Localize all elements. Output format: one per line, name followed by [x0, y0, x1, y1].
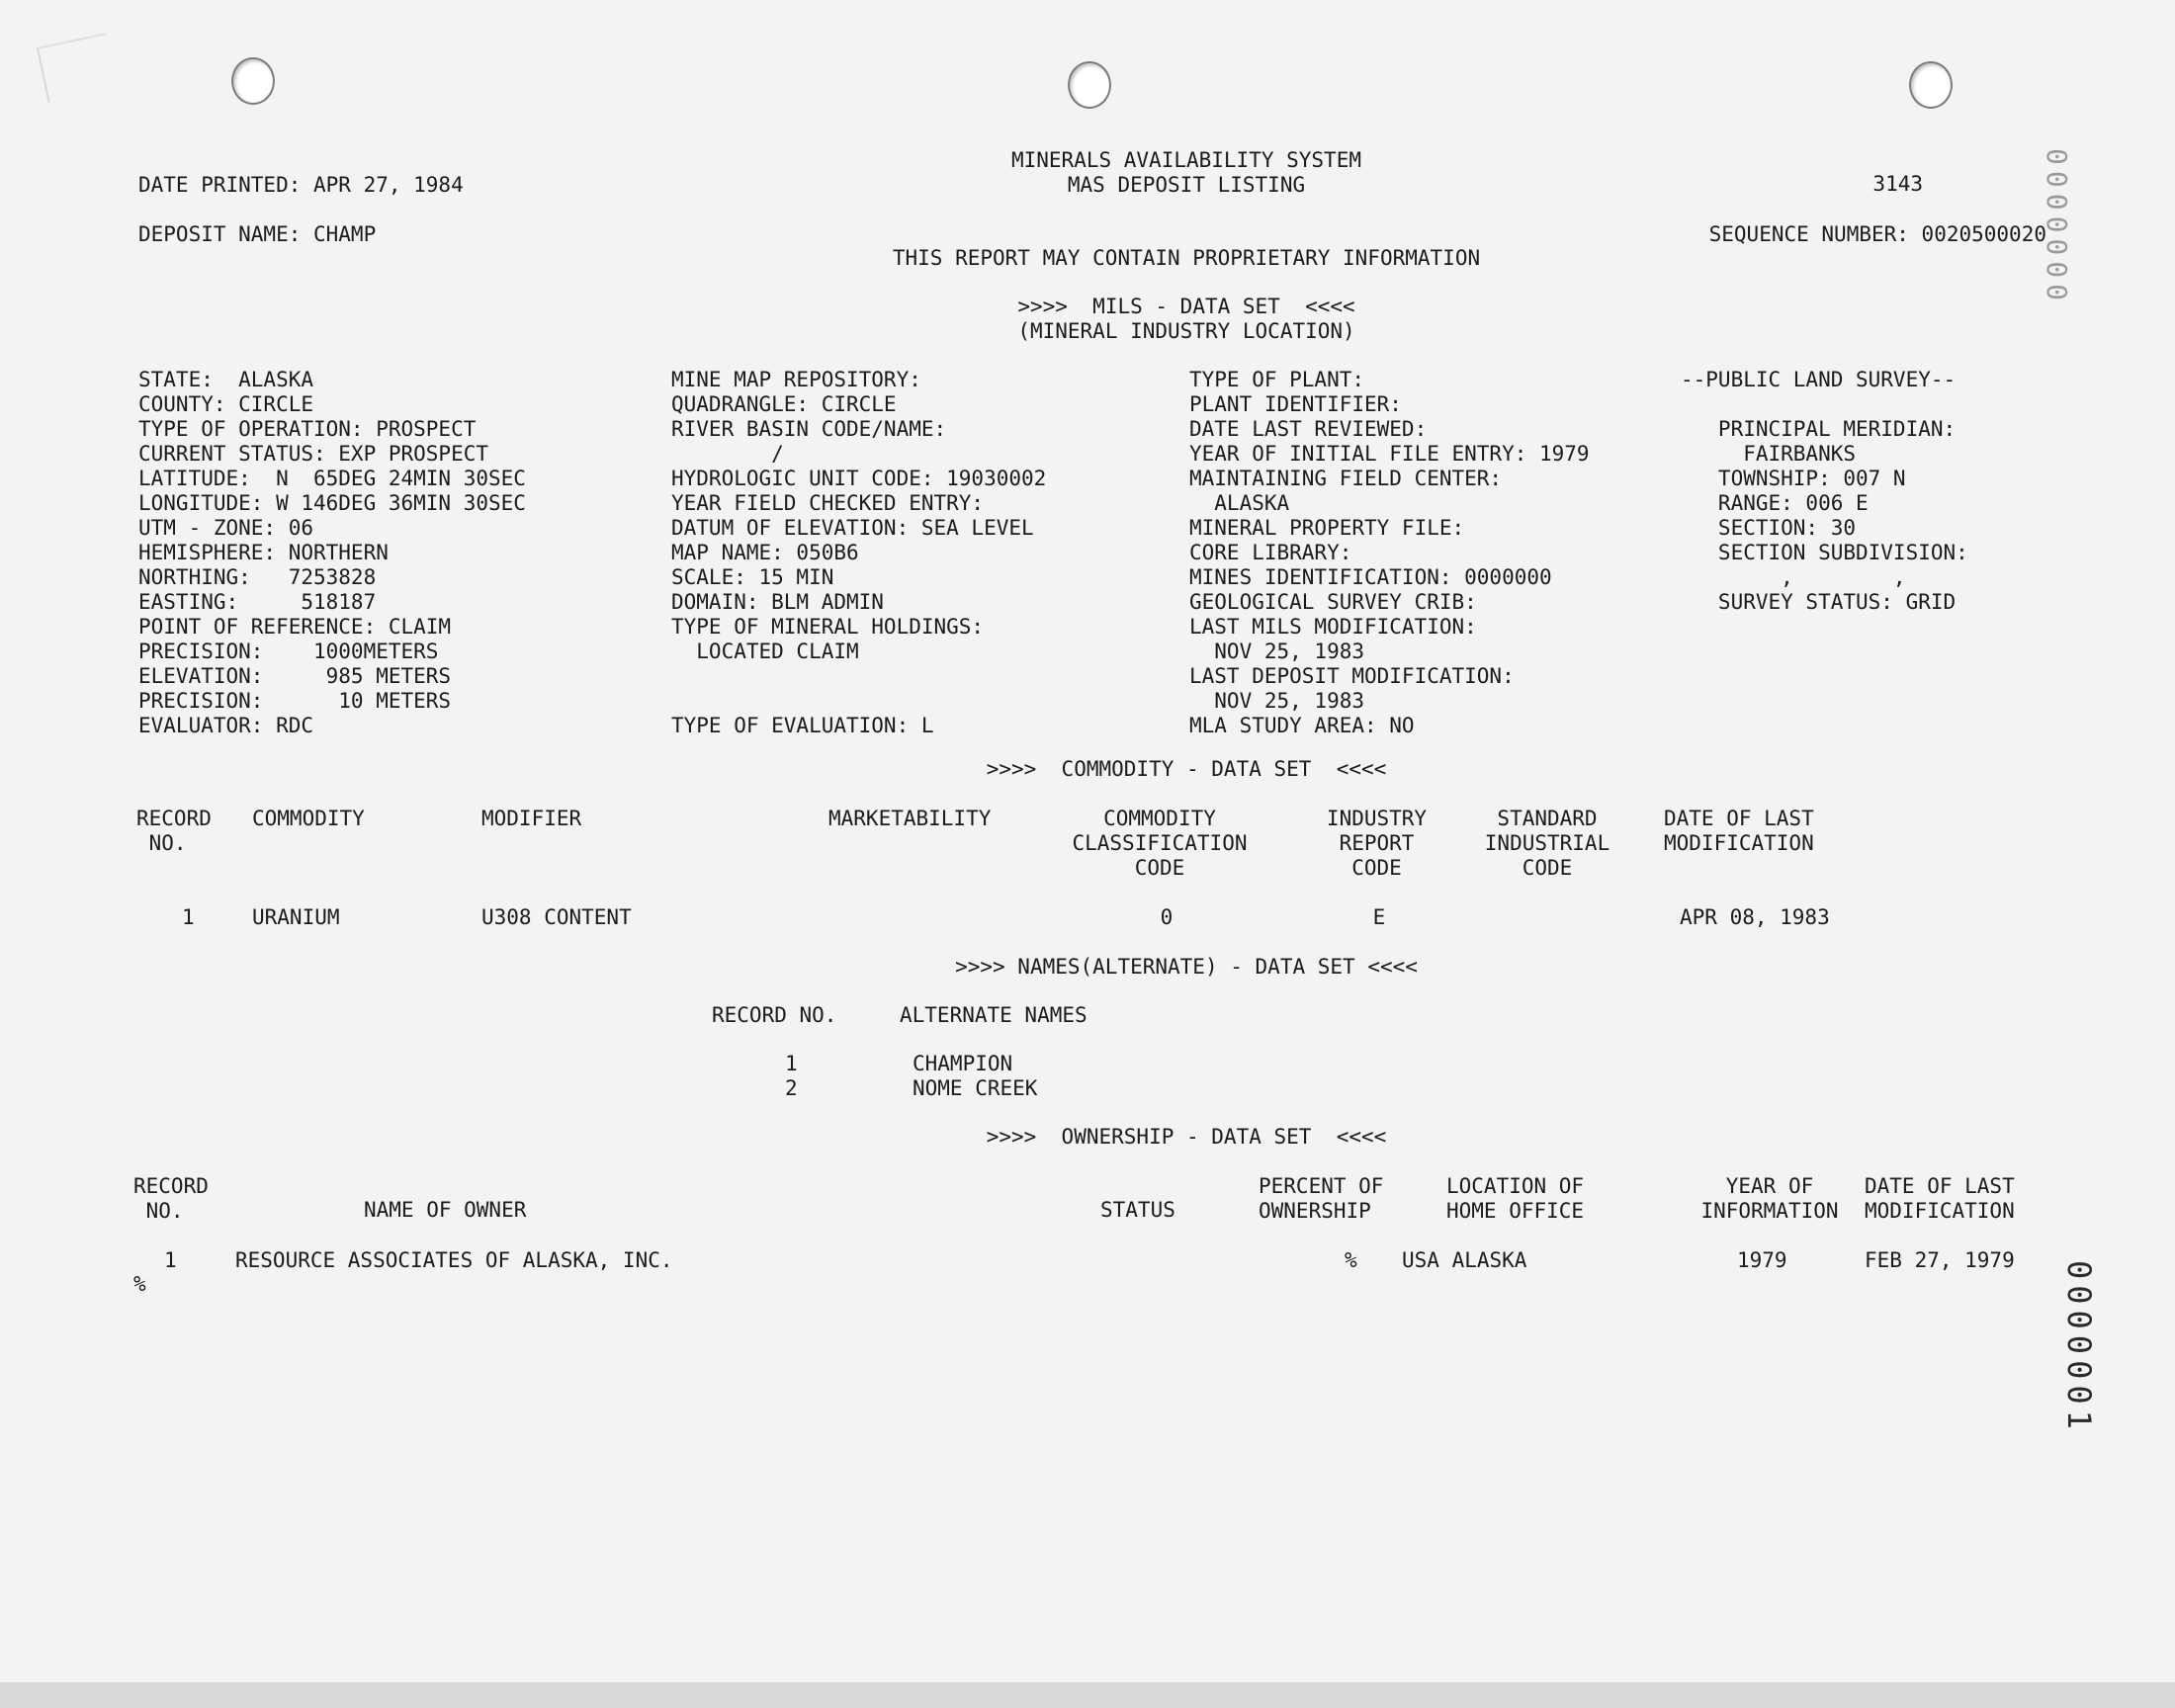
- ownership-footnote: %: [133, 1272, 146, 1296]
- punch-hole-center: [1068, 61, 1111, 109]
- owner-home-office: USA ALASKA: [1402, 1248, 1527, 1272]
- mils-field-line: /: [671, 442, 784, 466]
- alternate-name-record: 2: [785, 1076, 798, 1100]
- mils-field-line: SURVEY STATUS: GRID: [1681, 590, 1957, 614]
- mils-field-line: UTM - ZONE: 06: [138, 516, 314, 540]
- mils-field-line: SECTION SUBDIVISION:: [1681, 541, 1968, 564]
- mils-field-line: ELEVATION: 985 METERS: [138, 664, 452, 688]
- mils-field-line: GEOLOGICAL SURVEY CRIB:: [1189, 590, 1477, 614]
- mils-field-line: HYDROLOGIC UNIT CODE: 19030002: [671, 467, 1047, 490]
- mils-field-line: FAIRBANKS: [1681, 442, 1857, 466]
- alternate-name: CHAMPION: [913, 1052, 1013, 1075]
- mils-field-line: [1681, 392, 1968, 417]
- names-header-record: RECORD NO.: [712, 1003, 837, 1027]
- ownership-header-status: STATUS: [1100, 1198, 1175, 1222]
- mils-field-line: PRINCIPAL MERIDIAN:: [1681, 417, 1957, 441]
- mils-field-line: [671, 664, 1046, 689]
- mils-field-line: LAST MILS MODIFICATION:: [1189, 615, 1477, 639]
- ownership-header-location: LOCATION OF HOME OFFICE: [1446, 1174, 1585, 1223]
- mils-field-line: RANGE: 006 E: [1681, 491, 1869, 515]
- mils-field-line: YEAR OF INITIAL FILE ENTRY: 1979: [1189, 442, 1590, 466]
- mils-field-line: , ,: [1681, 565, 1906, 589]
- commodity-date-modified: APR 08, 1983: [1680, 905, 1830, 929]
- commodity-name: URANIUM: [252, 905, 340, 929]
- mils-field-line: LAST DEPOSIT MODIFICATION:: [1189, 664, 1515, 688]
- mils-field-line: TOWNSHIP: 007 N: [1681, 467, 1906, 490]
- mils-field-line: RIVER BASIN CODE/NAME:: [671, 417, 947, 441]
- mils-field-line: MAINTAINING FIELD CENTER:: [1189, 467, 1503, 490]
- mils-field-line: EASTING: 518187: [138, 590, 377, 614]
- ownership-header-percent: PERCENT OF OWNERSHIP: [1259, 1174, 1384, 1223]
- mils-field-line: NORTHING: 7253828: [138, 565, 377, 589]
- ownership-header-date: DATE OF LAST MODIFICATION: [1865, 1174, 2015, 1223]
- commodity-header-record: RECORD NO.: [136, 807, 212, 855]
- mils-section-subtitle: (MINERAL INDUSTRY LOCATION): [1017, 319, 1355, 343]
- ownership-header-owner: NAME OF OWNER: [364, 1198, 527, 1222]
- margin-stamp-bottom: 0000001: [2060, 1260, 2098, 1435]
- mils-field-line: TYPE OF EVALUATION: L: [671, 714, 934, 737]
- commodity-header-date: DATE OF LAST MODIFICATION: [1664, 807, 1814, 855]
- mils-field-line: TYPE OF OPERATION: PROSPECT: [138, 417, 477, 441]
- proprietary-notice: THIS REPORT MAY CONTAIN PROPRIETARY INFORMATION: [892, 246, 1481, 270]
- mils-field-line: NOV 25, 1983: [1189, 640, 1365, 663]
- mils-field-line: QUADRANGLE: CIRCLE: [671, 392, 897, 416]
- ownership-header-year: YEAR OF INFORMATION: [1700, 1174, 1839, 1223]
- ownership-header-record: RECORD NO.: [133, 1174, 209, 1223]
- commodity-classification-code: 0: [1160, 905, 1174, 929]
- commodity-header-industry: INDUSTRY REPORT CODE: [1326, 807, 1428, 880]
- mils-field-line: CURRENT STATUS: EXP PROSPECT: [138, 442, 489, 466]
- mils-field-line: YEAR FIELD CHECKED ENTRY:: [671, 491, 985, 515]
- mils-column-plant: [1189, 368, 1590, 738]
- sequence-number: SEQUENCE NUMBER: 0020500020: [1708, 222, 2046, 246]
- mils-field-line: LOCATED CLAIM: [671, 640, 859, 663]
- mils-field-line: MINERAL PROPERTY FILE:: [1189, 516, 1465, 540]
- mils-field-line: MLA STUDY AREA: NO: [1189, 714, 1415, 737]
- mils-field-line: PRECISION: 1000METERS: [138, 640, 439, 663]
- mils-field-line: STATE: ALASKA: [138, 368, 314, 391]
- mils-field-line: ALASKA: [1189, 491, 1290, 515]
- mils-field-line: TYPE OF PLANT:: [1189, 368, 1365, 391]
- mils-field-line: PLANT IDENTIFIER:: [1189, 392, 1402, 416]
- commodity-section-title: >>>> COMMODITY - DATA SET <<<<: [986, 757, 1387, 781]
- mils-field-line: NOV 25, 1983: [1189, 689, 1365, 713]
- mils-field-line: DATE LAST REVIEWED:: [1189, 417, 1428, 441]
- commodity-header-commodity: COMMODITY: [252, 807, 365, 830]
- ownership-year: 1979: [1737, 1248, 1787, 1272]
- mils-field-line: DOMAIN: BLM ADMIN: [671, 590, 884, 614]
- alternate-name: NOME CREEK: [913, 1076, 1038, 1100]
- margin-stamp-top: 0000000: [2041, 148, 2073, 307]
- mils-field-line: [671, 689, 1046, 714]
- mils-field-line: PRECISION: 10 METERS: [138, 689, 452, 713]
- punch-hole-left: [231, 57, 275, 105]
- mils-field-line: DATUM OF ELEVATION: SEA LEVEL: [671, 516, 1034, 540]
- mils-column-location: [138, 368, 526, 738]
- mils-field-line: COUNTY: CIRCLE: [138, 392, 314, 416]
- mils-field-line: HEMISPHERE: NORTHERN: [138, 541, 389, 564]
- commodity-modifier: U308 CONTENT: [481, 905, 632, 929]
- punch-hole-right: [1909, 61, 1953, 109]
- ownership-record-no: 1: [164, 1248, 177, 1272]
- listing-title: MAS DEPOSIT LISTING: [1067, 173, 1306, 197]
- page-corner-fold: [37, 33, 118, 103]
- system-title: MINERALS AVAILABILITY SYSTEM: [1010, 148, 1361, 172]
- mils-field-line: CORE LIBRARY:: [1189, 541, 1352, 564]
- date-printed: DATE PRINTED: APR 27, 1984: [138, 173, 464, 197]
- page-number: 3143: [1872, 172, 1923, 196]
- names-section-title: >>>> NAMES(ALTERNATE) - DATA SET <<<<: [955, 955, 1418, 979]
- commodity-header-modifier: MODIFIER: [481, 807, 582, 830]
- mils-column-land-survey: [1681, 368, 1968, 615]
- mils-column-map: [671, 368, 1046, 738]
- mils-field-line: LONGITUDE: W 146DEG 36MIN 30SEC: [138, 491, 526, 515]
- ownership-date-modified: FEB 27, 1979: [1865, 1248, 2015, 1272]
- mils-field-line: POINT OF REFERENCE: CLAIM: [138, 615, 452, 639]
- scan-bottom-edge: [0, 1682, 2175, 1708]
- mils-field-line: MINE MAP REPOSITORY:: [671, 368, 921, 391]
- mils-section-title: >>>> MILS - DATA SET <<<<: [1017, 295, 1355, 318]
- commodity-header-marketability: MARKETABILITY: [828, 807, 992, 830]
- mils-field-line: SCALE: 15 MIN: [671, 565, 834, 589]
- mils-field-line: TYPE OF MINERAL HOLDINGS:: [671, 615, 985, 639]
- names-header-alternate: ALTERNATE NAMES: [900, 1003, 1088, 1027]
- deposit-name: DEPOSIT NAME: CHAMP: [138, 222, 377, 246]
- mils-field-line: MAP NAME: 050B6: [671, 541, 859, 564]
- alternate-name-record: 1: [785, 1052, 798, 1075]
- mils-field-line: MINES IDENTIFICATION: 0000000: [1189, 565, 1552, 589]
- ownership-section-title: >>>> OWNERSHIP - DATA SET <<<<: [986, 1125, 1387, 1149]
- mils-field-line: SECTION: 30: [1681, 516, 1857, 540]
- mils-field-line: EVALUATOR: RDC: [138, 714, 314, 737]
- owner-name: RESOURCE ASSOCIATES OF ALASKA, INC.: [235, 1248, 673, 1272]
- ownership-percent: %: [1345, 1248, 1357, 1272]
- commodity-header-classification: COMMODITY CLASSIFICATION CODE: [1072, 807, 1248, 880]
- commodity-record-no: 1: [182, 905, 195, 929]
- commodity-header-sic: STANDARD INDUSTRIAL CODE: [1484, 807, 1610, 880]
- mils-field-line: --PUBLIC LAND SURVEY--: [1681, 368, 1957, 391]
- mils-field-line: LATITUDE: N 65DEG 24MIN 30SEC: [138, 467, 526, 490]
- commodity-industry-code: E: [1372, 905, 1386, 929]
